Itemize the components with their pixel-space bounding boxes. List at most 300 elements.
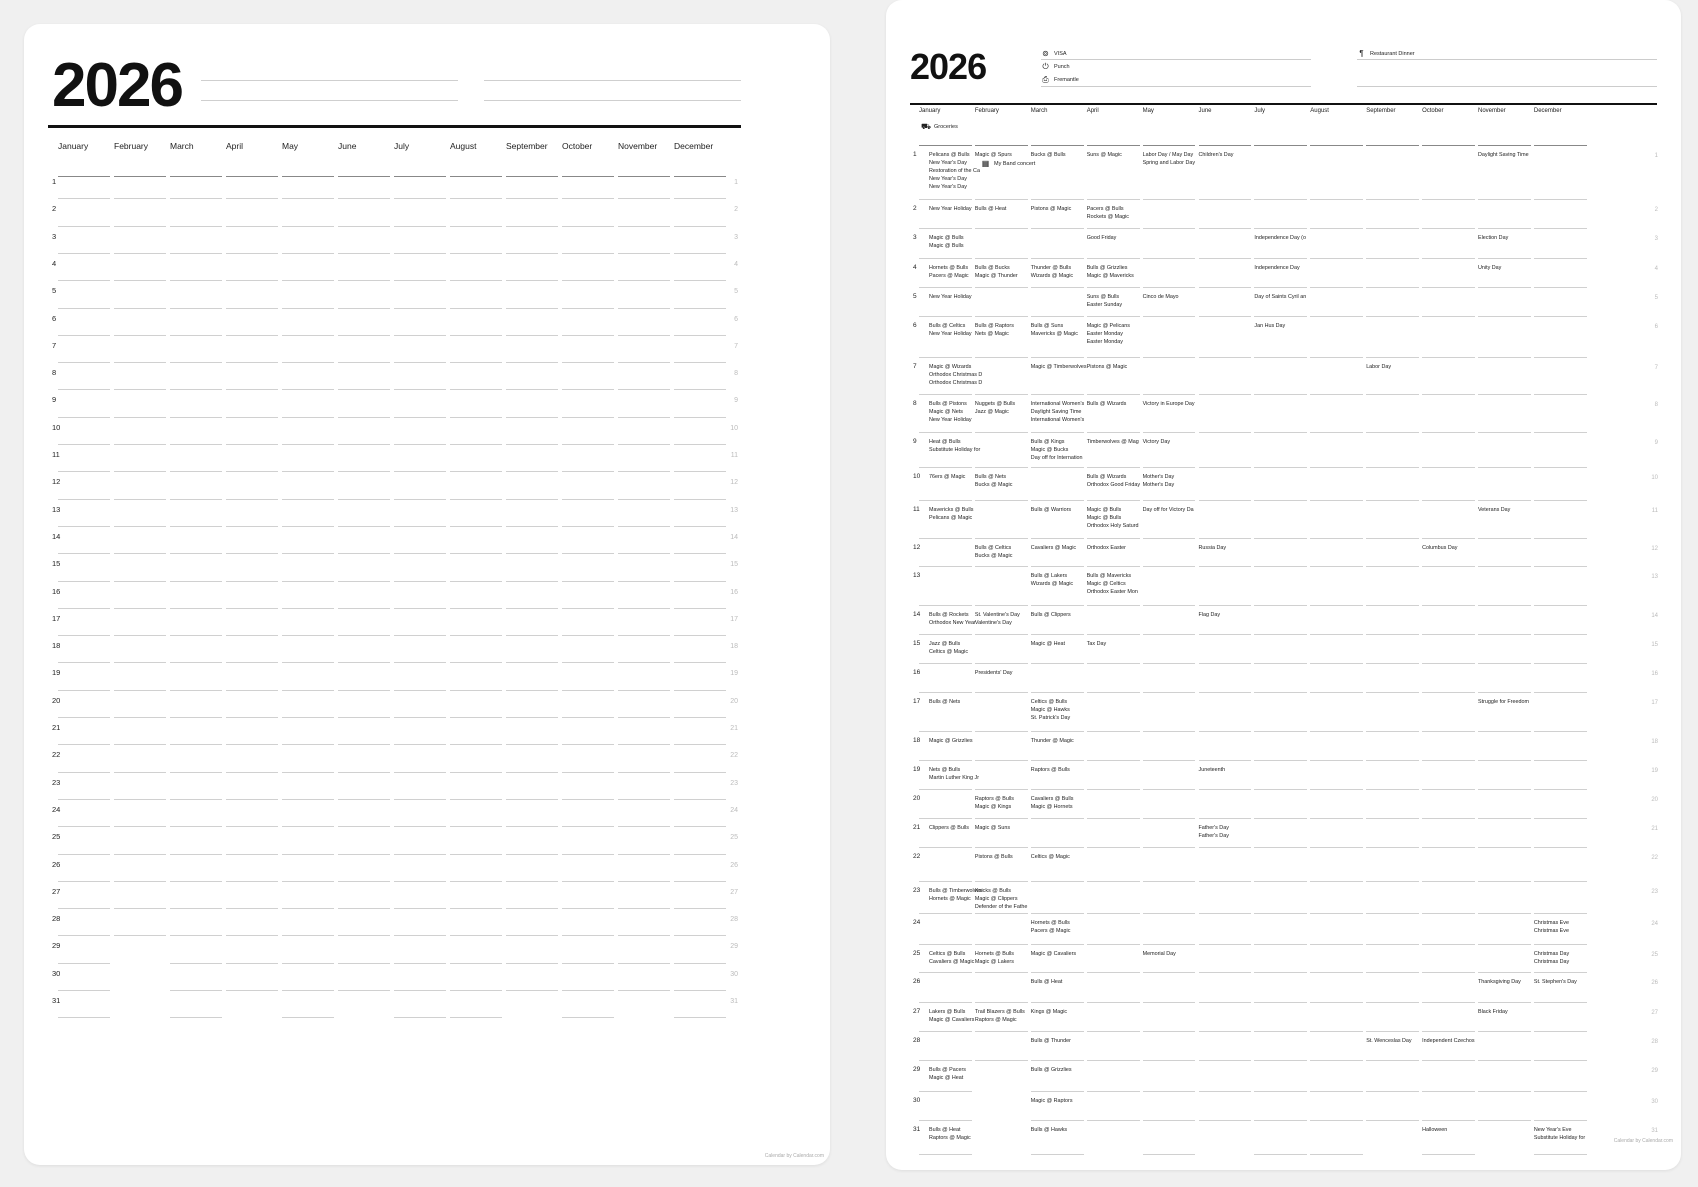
day-cell-line — [1534, 1120, 1587, 1121]
day-cell-line — [618, 799, 670, 800]
day-cell-line — [1366, 760, 1419, 761]
day-number-right: 14 — [1651, 613, 1658, 619]
calendar-event[interactable] — [929, 205, 973, 213]
day-cell-line — [1254, 1120, 1307, 1121]
calendar-event[interactable] — [1087, 234, 1140, 242]
calendar-event[interactable] — [1087, 363, 1140, 371]
event-line: Mother's Day — [1142, 474, 1175, 480]
calendar-event[interactable] — [1087, 438, 1140, 446]
day-cell-line — [1199, 258, 1252, 259]
header-field-visa[interactable] — [1041, 50, 1067, 58]
calendar-event[interactable] — [1031, 572, 1084, 588]
note-text: My Band concert — [994, 161, 1036, 167]
day-cell-line — [450, 799, 502, 800]
calendar-event[interactable] — [1087, 473, 1140, 489]
calendar-event[interactable] — [1422, 1037, 1475, 1045]
calendar-event[interactable] — [1031, 506, 1084, 514]
calendar-event[interactable] — [929, 698, 973, 706]
calendar-event[interactable] — [1030, 363, 1087, 371]
day-cell-line — [226, 990, 278, 991]
day-cell-line — [1422, 944, 1475, 945]
field-label: Fremantle — [1054, 77, 1079, 83]
calendar-event[interactable] — [929, 234, 973, 250]
day-cell-line — [1087, 1091, 1140, 1092]
day-cell-line — [1031, 1120, 1084, 1121]
day-cell-line — [562, 881, 614, 882]
calendar-event[interactable] — [1087, 322, 1140, 346]
day-cell-line — [338, 935, 390, 936]
event-line: Easter Monday — [1086, 339, 1123, 345]
day-cell-line — [919, 944, 972, 945]
calendar-event[interactable] — [1199, 824, 1252, 840]
day-cell-line — [450, 308, 502, 309]
calendar-event[interactable] — [929, 473, 973, 481]
event-line: Magic @ Thunder — [974, 273, 1018, 279]
day-cell-line — [338, 908, 390, 909]
calendar-event[interactable] — [1031, 611, 1084, 619]
calendar-event[interactable] — [1031, 322, 1084, 338]
calendar-event[interactable] — [1087, 544, 1140, 552]
day-cell-line — [506, 990, 558, 991]
day-cell-line — [506, 198, 558, 199]
day-cell-line — [338, 717, 390, 718]
day-cell-line — [919, 881, 972, 882]
day-number: 31 — [913, 1126, 921, 1133]
calendar-event[interactable] — [1199, 766, 1252, 774]
day-cell-line — [282, 499, 334, 500]
calendar-event[interactable] — [1087, 205, 1140, 221]
day-cell-line — [282, 308, 334, 309]
day-cell-line — [226, 608, 278, 609]
calendar-event[interactable] — [1478, 698, 1531, 706]
day-cell-line — [1310, 634, 1363, 635]
calendar-event[interactable] — [1143, 438, 1196, 446]
calendar-event[interactable] — [929, 1008, 973, 1024]
day-cell-line — [1422, 467, 1475, 468]
day-cell-line — [1310, 258, 1363, 259]
event-line: Black Friday — [1478, 1009, 1508, 1015]
calendar-event[interactable] — [929, 400, 973, 424]
day-cell-line — [114, 253, 166, 254]
event-line: Bucks @ Magic — [974, 482, 1013, 488]
day-cell-line — [674, 417, 726, 418]
day-cell-line — [282, 717, 334, 718]
calendar-event[interactable] — [1031, 698, 1084, 722]
day-number: 21 — [52, 723, 61, 732]
calendar-event[interactable] — [1199, 151, 1252, 159]
calendar-event[interactable] — [929, 438, 981, 454]
day-number: 8 — [52, 368, 57, 378]
calendar-event[interactable] — [1031, 264, 1084, 280]
day-cell-line — [114, 226, 166, 227]
day-cell-line — [450, 744, 502, 745]
day-cell-line — [1422, 663, 1475, 664]
calendar-event[interactable] — [929, 151, 980, 191]
calendar-event[interactable] — [1031, 1008, 1084, 1016]
day-cell-line — [338, 608, 390, 609]
event-line: Raptors @ Bulls — [1030, 767, 1070, 773]
event-line: Jan Hus Day — [1254, 323, 1286, 329]
day-cell-line — [450, 389, 502, 390]
calendar-event[interactable] — [975, 950, 1028, 966]
event-line: Magic @ Cavaliers — [929, 1017, 975, 1023]
calendar-event[interactable] — [1087, 640, 1140, 648]
calendar-event[interactable] — [1087, 151, 1140, 159]
day-cell-line — [1366, 1060, 1419, 1061]
day-cell-line — [450, 662, 502, 663]
day-cell-line — [1254, 605, 1307, 606]
event-line: Valentine's Day — [974, 620, 1012, 626]
day-cell-line — [282, 881, 334, 882]
event-line: Bulls @ Grizzlies — [1030, 1067, 1072, 1073]
header-field-fremantle[interactable] — [1041, 76, 1079, 84]
day-cell-line — [338, 662, 390, 663]
day-cell-line — [58, 362, 110, 363]
day-cell-line — [450, 526, 502, 527]
day-cell-line — [1534, 944, 1587, 945]
event-line: Daylight Saving Time — [1030, 409, 1082, 415]
calendar-event[interactable] — [1534, 978, 1587, 986]
day-cell-line — [674, 581, 726, 582]
day-number: 29 — [913, 1066, 921, 1073]
day-cell-line — [975, 394, 1028, 395]
calendar-event[interactable] — [1366, 1037, 1419, 1045]
day-cell-line — [450, 226, 502, 227]
day-cell-line — [562, 581, 614, 582]
event-line: Christmas Eve — [1533, 920, 1569, 926]
day-cell-line — [1087, 287, 1140, 288]
calendar-event[interactable] — [929, 1126, 973, 1142]
calendar-event[interactable] — [1031, 1126, 1084, 1134]
calendar-event[interactable] — [1254, 293, 1307, 301]
day-cell-line — [1534, 818, 1587, 819]
calendar-event[interactable] — [1478, 978, 1531, 986]
calendar-event[interactable] — [975, 473, 1028, 489]
calendar-event[interactable] — [929, 887, 983, 903]
event-line: Bulls @ Pistons — [929, 401, 967, 407]
event-line: Victory Day — [1142, 439, 1171, 445]
note-text: Groceries — [934, 124, 958, 130]
calendar-event[interactable] — [929, 293, 973, 301]
day-number-right: 26 — [730, 861, 738, 869]
calendar-event[interactable] — [1254, 322, 1307, 330]
calendar-event[interactable] — [1031, 640, 1084, 648]
month-header: September — [506, 141, 548, 151]
day-number-right: 17 — [1651, 700, 1658, 706]
day-cell-line — [170, 690, 222, 691]
day-cell-line — [506, 226, 558, 227]
note-band-concert[interactable] — [981, 160, 1035, 168]
calendar-event[interactable] — [929, 611, 976, 627]
field-line — [1041, 59, 1311, 60]
day-cell-line — [919, 760, 972, 761]
day-cell-line — [114, 308, 166, 309]
calendar-event[interactable] — [975, 264, 1028, 280]
calendar-event[interactable] — [1143, 473, 1196, 489]
day-cell-line — [674, 471, 726, 472]
calendar-event[interactable] — [929, 322, 973, 338]
day-cell-line — [226, 499, 278, 500]
day-cell-line — [226, 908, 278, 909]
event-line: Nets @ Magic — [974, 331, 1009, 337]
calendar-event[interactable] — [1031, 853, 1084, 861]
day-cell-line — [1534, 199, 1587, 200]
calendar-event[interactable] — [1143, 400, 1196, 408]
event-line: Thunder @ Bulls — [1030, 265, 1072, 271]
day-cell-line — [114, 417, 166, 418]
calendar-event[interactable] — [975, 887, 1028, 911]
day-cell-line — [1310, 789, 1363, 790]
day-cell-line — [618, 253, 670, 254]
calendar-event[interactable] — [1031, 151, 1084, 159]
calendar-event[interactable] — [1031, 400, 1084, 424]
day-number: 19 — [913, 766, 921, 773]
day-cell-line — [1422, 538, 1475, 539]
calendar-event[interactable] — [1031, 919, 1084, 935]
header-field-punch[interactable] — [1041, 63, 1070, 71]
day-cell-line — [562, 362, 614, 363]
day-cell-line — [618, 335, 670, 336]
calendar-event[interactable] — [1254, 264, 1307, 272]
calendar-event[interactable] — [975, 151, 1028, 159]
calendar-event[interactable] — [1478, 264, 1531, 272]
day-cell-line — [170, 553, 222, 554]
day-cell-line — [618, 417, 670, 418]
day-cell-line — [919, 467, 972, 468]
calendar-event[interactable] — [975, 795, 1028, 811]
calendar-event[interactable] — [1031, 795, 1084, 811]
field-label: Punch — [1054, 64, 1070, 70]
day-cell-line — [226, 854, 278, 855]
calendar-event[interactable] — [929, 264, 973, 280]
event-line: Pistons @ Magic — [1086, 364, 1128, 370]
calendar-event[interactable] — [975, 824, 1028, 832]
day-cell-line — [282, 963, 334, 964]
calendar-event[interactable] — [1031, 978, 1084, 986]
day-cell-line — [975, 287, 1028, 288]
calendar-event[interactable] — [1478, 506, 1531, 514]
calendar-event[interactable] — [1478, 151, 1531, 159]
day-cell-line — [1310, 881, 1363, 882]
month-header: December — [674, 141, 714, 151]
day-cell-line — [1031, 881, 1084, 882]
event-line: Celtics @ Magic — [929, 649, 969, 655]
calendar-event[interactable] — [1087, 572, 1140, 596]
calendar-event[interactable] — [1534, 919, 1587, 935]
calendar-event[interactable] — [1534, 1126, 1587, 1142]
calendar-event[interactable] — [975, 322, 1028, 338]
calendar-event[interactable] — [1031, 205, 1084, 213]
day-cell-line — [618, 499, 670, 500]
day-number-right: 7 — [1654, 365, 1658, 371]
calendar-event[interactable] — [1087, 293, 1140, 309]
calendar-event[interactable] — [929, 1066, 973, 1082]
month-underline — [282, 176, 334, 177]
day-cell-line — [919, 432, 972, 433]
event-line: Labor Day — [1366, 364, 1392, 370]
calendar-event[interactable] — [975, 544, 1028, 560]
calendar-event[interactable] — [1143, 950, 1196, 958]
day-cell-line — [975, 199, 1028, 200]
day-cell-line — [1143, 760, 1196, 761]
month-underline — [1310, 145, 1363, 146]
day-cell-line — [1254, 566, 1307, 567]
day-cell-line — [338, 635, 390, 636]
calendar-event[interactable] — [1478, 234, 1531, 242]
calendar-event[interactable] — [975, 853, 1028, 861]
calendar-event[interactable] — [975, 669, 1028, 677]
calendar-event[interactable] — [1143, 506, 1196, 514]
day-number-right: 20 — [1651, 797, 1658, 803]
calendar-event[interactable] — [1143, 151, 1196, 167]
calendar-event[interactable] — [1534, 950, 1587, 966]
calendar-event[interactable] — [929, 824, 973, 832]
event-line: Magic @ Wizards — [929, 364, 972, 370]
day-cell-line — [674, 717, 726, 718]
day-cell-line — [674, 444, 726, 445]
month-underline — [58, 176, 110, 177]
day-cell-line — [450, 499, 502, 500]
calendar-event[interactable] — [1422, 544, 1475, 552]
calendar-event[interactable] — [1031, 1097, 1084, 1105]
day-cell-line — [1199, 1031, 1252, 1032]
day-cell-line — [1534, 881, 1587, 882]
calendar-event[interactable] — [1143, 293, 1196, 301]
day-cell-line — [1254, 663, 1307, 664]
day-cell-line — [1143, 500, 1196, 501]
day-cell-line — [562, 198, 614, 199]
event-line: New Year's Day — [929, 176, 967, 182]
day-cell-line — [1422, 394, 1475, 395]
day-cell-line — [170, 389, 222, 390]
day-cell-line — [1366, 394, 1419, 395]
calendar-event[interactable] — [1478, 1008, 1531, 1016]
day-cell-line — [1254, 432, 1307, 433]
day-cell-line — [1366, 538, 1419, 539]
day-cell-line — [450, 608, 502, 609]
day-cell-line — [1031, 1002, 1084, 1003]
calendar-event[interactable] — [929, 766, 980, 782]
day-cell-line — [1087, 500, 1140, 501]
calendar-event[interactable] — [929, 363, 983, 387]
calendar-event[interactable] — [929, 737, 973, 745]
month-header: March — [170, 141, 194, 151]
day-cell-line — [1199, 228, 1252, 229]
calendar-event[interactable] — [975, 205, 1028, 213]
day-number: 17 — [52, 613, 61, 623]
day-cell-line — [1087, 538, 1140, 539]
calendar-event[interactable] — [1254, 234, 1307, 242]
calendar-event[interactable] — [1031, 1037, 1084, 1045]
calendar-event[interactable] — [975, 611, 1028, 627]
calendar-event[interactable] — [929, 506, 973, 522]
day-cell-line — [1366, 316, 1419, 317]
day-cell-line — [975, 789, 1028, 790]
event-line: Daylight Saving Time — [1478, 152, 1529, 158]
event-line: Juneteenth — [1198, 767, 1226, 773]
header-field-restaurant[interactable] — [1357, 50, 1415, 58]
calendar-event[interactable] — [1199, 611, 1252, 619]
day-cell-line — [674, 990, 726, 991]
note-groceries[interactable] — [921, 123, 958, 131]
calendar-event[interactable] — [1087, 506, 1140, 530]
day-cell-line — [506, 308, 558, 309]
header-write-line — [484, 80, 741, 81]
day-cell-line — [1478, 972, 1531, 973]
day-cell-line — [114, 362, 166, 363]
calendar-event[interactable] — [929, 640, 973, 656]
calendar-event[interactable] — [1366, 363, 1419, 371]
day-cell-line — [226, 635, 278, 636]
month-underline — [1534, 145, 1587, 146]
calendar-event[interactable] — [1031, 737, 1084, 745]
day-cell-line — [58, 799, 110, 800]
calendar-event[interactable] — [929, 950, 973, 966]
day-cell-line — [975, 467, 1028, 468]
day-number: 4 — [913, 264, 917, 271]
calendar-event[interactable] — [1087, 264, 1140, 280]
day-cell-line — [1366, 1091, 1419, 1092]
day-cell-line — [975, 566, 1028, 567]
day-cell-line — [170, 253, 222, 254]
day-cell-line — [58, 744, 110, 745]
day-number-right: 28 — [730, 916, 738, 924]
calendar-event[interactable] — [1031, 1066, 1084, 1074]
day-cell-line — [1254, 467, 1307, 468]
calendar-event[interactable] — [1031, 950, 1084, 958]
day-cell-line — [450, 335, 502, 336]
day-cell-line — [618, 990, 670, 991]
fork-knife-icon: ¶ — [1359, 49, 1364, 58]
day-cell-line — [674, 799, 726, 800]
day-cell-line — [1478, 287, 1531, 288]
day-cell-line — [1422, 316, 1475, 317]
event-line: Magic @ Nets — [929, 409, 963, 415]
day-cell-line — [1366, 731, 1419, 732]
calendar-event[interactable] — [1199, 544, 1252, 552]
day-cell-line — [1031, 566, 1084, 567]
day-cell-line — [338, 308, 390, 309]
day-cell-line — [1143, 663, 1196, 664]
calendar-event[interactable] — [975, 1008, 1028, 1024]
event-line: Christmas Day — [1533, 951, 1570, 957]
calendar-event[interactable] — [1031, 544, 1084, 552]
day-cell-line — [394, 471, 446, 472]
event-line: Defender of the Fathe — [974, 904, 1028, 910]
day-cell-line — [1254, 1002, 1307, 1003]
day-cell-line — [1422, 1031, 1475, 1032]
day-number: 2 — [52, 204, 57, 214]
day-cell-line — [338, 253, 390, 254]
day-cell-line — [338, 417, 390, 418]
day-cell-line — [1199, 944, 1252, 945]
calendar-event[interactable] — [1031, 766, 1084, 774]
event-line: Labor Day / May Day — [1142, 152, 1194, 158]
day-number-right: 21 — [730, 725, 738, 732]
event-line: Bulls @ Wizards — [1086, 474, 1127, 480]
day-cell-line — [1087, 1060, 1140, 1061]
day-cell-line — [562, 662, 614, 663]
day-cell-line — [919, 818, 972, 819]
calendar-event[interactable] — [1087, 400, 1140, 408]
calendar-event[interactable] — [1422, 1126, 1475, 1134]
event-line: Mavericks @ Magic — [1030, 331, 1078, 337]
day-cell-line — [1422, 432, 1475, 433]
day-cell-line — [975, 847, 1028, 848]
day-cell-line — [1478, 467, 1531, 468]
calendar-event[interactable] — [975, 400, 1028, 416]
calendar-event[interactable] — [1031, 438, 1084, 462]
